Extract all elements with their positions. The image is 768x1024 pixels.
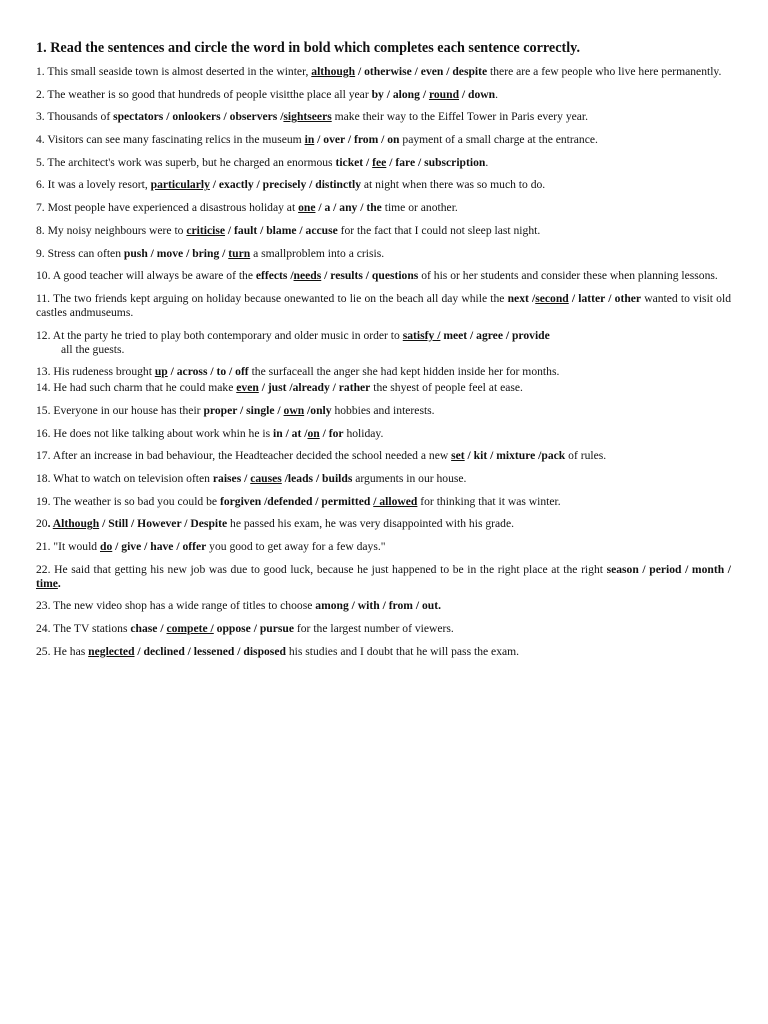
- word-options: meet / agree / provide: [440, 328, 550, 342]
- underlined-option: needs: [293, 269, 322, 283]
- sentence-item: [36, 563, 731, 591]
- word-options: / Still / However / Despite: [99, 517, 228, 531]
- sentence-text: .: [485, 155, 489, 169]
- underlined-option: on: [307, 426, 320, 440]
- word-options: .: [47, 517, 53, 531]
- sentence-item: [36, 472, 731, 486]
- sentence-text: time or another.: [381, 201, 458, 215]
- underlined-option: / allowed: [373, 494, 418, 508]
- sentence-text: 5. The architect's work was superb, but he charged an enormous: [36, 155, 336, 169]
- word-options: forgiven /defended / permitted: [219, 494, 374, 508]
- underlined-option: second: [535, 291, 569, 305]
- word-options: effects /: [255, 269, 294, 283]
- word-options: / kit / mixture /pack: [464, 449, 566, 463]
- sentence-text: 15. Everyone in our house has their: [36, 403, 204, 417]
- sentence-text: 19. The weather is so bad you could be: [36, 494, 220, 508]
- word-options: chase /: [130, 622, 167, 636]
- sentence-item: [36, 110, 731, 124]
- sentence-text: 1. This small seaside town is almost deserted in the winter,: [36, 65, 312, 78]
- word-options: / over / from / on: [314, 133, 400, 147]
- sentence-item: [36, 381, 731, 395]
- word-options: .: [57, 576, 61, 590]
- underlined-option: although: [311, 65, 356, 78]
- word-options: / fault / blame / accuse: [225, 223, 338, 237]
- sentence-item: [36, 65, 731, 79]
- word-options: / just /already / rather: [258, 381, 371, 395]
- underlined-option: set: [451, 449, 465, 463]
- word-options: / exactly / precisely / distinctly: [209, 178, 362, 192]
- sentence-item: [36, 517, 731, 531]
- underlined-option: particularly: [150, 178, 210, 192]
- sentence-text: .: [495, 87, 499, 101]
- sentence-text: 13. His rudeness brought: [36, 365, 155, 379]
- sentence-text: 10. A good teacher will always be aware of the: [36, 269, 256, 283]
- word-options: spectators / onlookers / observers /: [113, 110, 284, 124]
- sentence-text: a smallproblem into a crisis.: [250, 246, 385, 260]
- sentence-item: [36, 495, 731, 509]
- underlined-option: round: [428, 87, 460, 101]
- word-options: / otherwise / even / despite: [355, 65, 488, 78]
- underlined-option: in: [304, 133, 315, 147]
- underlined-option: fee: [372, 155, 387, 169]
- word-options: / results / questions: [321, 269, 419, 283]
- sentence-item: [36, 156, 731, 170]
- sentence-text: there are a few people who live here permanently.: [487, 65, 722, 78]
- sentence-item: [36, 329, 731, 357]
- word-options: push / move / bring /: [123, 246, 229, 260]
- underlined-option: criticise: [186, 223, 226, 237]
- word-options: / give / have / offer: [112, 540, 207, 554]
- word-options: / down: [459, 87, 496, 101]
- exercise-title: 1. Read the sentences and circle the word in bold which completes each sentence correctly.: [36, 40, 581, 56]
- sentence-text: make their way to the Eiffel Tower in Paris every year.: [331, 110, 589, 124]
- sentence-text: of his or her students and consider these when planning lessons.: [418, 269, 718, 283]
- sentence-text: the shyest of people feel at ease.: [370, 381, 523, 395]
- sentence-text: 8. My noisy neighbours were to: [36, 223, 187, 237]
- sentence-item: [36, 404, 731, 418]
- sentence-item: [36, 365, 731, 379]
- word-options: proper / single /: [203, 403, 284, 417]
- word-options: oppose / pursue: [213, 622, 294, 636]
- sentence-item: [36, 599, 731, 613]
- underlined-option: satisfy /: [402, 328, 441, 342]
- sentence-continuation: all the guests.: [61, 342, 125, 356]
- word-options: / declined / lessened / disposed: [134, 644, 286, 658]
- worksheet-page: [36, 38, 731, 668]
- sentence-text: 2. The weather is so good that hundreds of people visitthe place all year: [36, 87, 372, 101]
- sentence-item: [36, 540, 731, 554]
- sentence-text: you good to get away for a few days.": [206, 540, 386, 554]
- sentence-item: [36, 645, 731, 659]
- sentence-text: 11. The two friends kept arguing on holiday because onewanted to lie on the beach all day while the: [36, 291, 508, 305]
- underlined-option: sightseers: [283, 110, 332, 124]
- sentence-text: hobbies and interests.: [331, 403, 435, 417]
- word-options: in / at /: [273, 426, 308, 440]
- underlined-option: causes: [250, 472, 282, 485]
- sentence-text: 12. At the party he tried to play both contemporary and older music in order to: [36, 328, 403, 342]
- underlined-option: one: [298, 201, 316, 215]
- sentence-text: wanted to visit old castles andmuseums.: [36, 291, 731, 319]
- word-options: by / along /: [371, 87, 429, 101]
- word-options: among / with / from / out.: [315, 599, 441, 613]
- word-options: / latter / other: [568, 291, 642, 305]
- underlined-option: do: [100, 540, 113, 554]
- sentence-text: 20: [36, 517, 48, 531]
- sentence-item: [36, 88, 731, 102]
- word-options: /only: [304, 403, 332, 417]
- underlined-option: even: [236, 381, 259, 395]
- sentence-text: for the largest number of viewers.: [294, 622, 454, 636]
- sentence-item: [36, 224, 731, 238]
- sentence-text: 18. What to watch on television often: [36, 472, 213, 485]
- sentence-item: [36, 427, 731, 441]
- sentence-text: the surfaceall the anger she had kept hidden inside her for months.: [248, 365, 560, 379]
- sentence-text: 16. He does not like talking about work whin he is: [36, 426, 273, 440]
- sentence-text: holiday.: [343, 426, 384, 440]
- underlined-option: neglected: [88, 644, 135, 658]
- sentence-text: 3. Thousands of: [36, 110, 114, 124]
- sentence-text: 9. Stress can often: [36, 246, 124, 260]
- sentence-text: of rules.: [565, 449, 607, 463]
- word-options: season / period / month /: [606, 562, 731, 576]
- sentence-item: [36, 178, 731, 192]
- sentence-list: [36, 65, 731, 659]
- word-options: / a / any / the: [315, 201, 382, 215]
- sentence-text: 4. Visitors can see many fascinating relics in the museum: [36, 133, 305, 147]
- sentence-text: 23. The new video shop has a wide range of titles to choose: [36, 599, 316, 613]
- underlined-option: Although: [52, 517, 100, 531]
- underlined-option: time: [36, 576, 58, 590]
- underlined-option: turn: [228, 246, 251, 260]
- sentence-text: 24. The TV stations: [36, 622, 131, 636]
- sentence-text: 17. After an increase in bad behaviour, the Headteacher decided the school needed a new: [36, 449, 452, 463]
- sentence-text: 6. It was a lovely resort,: [36, 178, 151, 192]
- sentence-item: [36, 292, 731, 320]
- word-options: ticket /: [335, 155, 373, 169]
- word-options: next /: [507, 291, 536, 305]
- sentence-text: 21. "It would: [36, 540, 100, 554]
- sentence-item: [36, 247, 731, 261]
- sentence-text: 25. He has: [36, 644, 89, 658]
- sentence-text: 14. He had such charm that he could make: [36, 381, 237, 395]
- sentence-item: [36, 133, 731, 147]
- sentence-item: [36, 269, 731, 283]
- sentence-text: 22. He said that getting his new job was due to good luck, because he just happened to be in the right place at the right: [36, 562, 607, 576]
- word-options: raises /: [212, 472, 251, 485]
- sentence-text: 7. Most people have experienced a disastrous holiday at: [36, 201, 299, 215]
- sentence-text: for the fact that I could not sleep last night.: [337, 223, 541, 237]
- underlined-option: up: [154, 365, 168, 379]
- sentence-item: [36, 449, 731, 463]
- sentence-text: he passed his exam, he was very disappointed with his grade.: [227, 517, 515, 531]
- sentence-text: his studies and I doubt that he will pass the exam.: [285, 644, 520, 658]
- sentence-text: for thinking that it was winter.: [417, 494, 561, 508]
- underlined-option: own: [283, 403, 305, 417]
- sentence-item: [36, 201, 731, 215]
- sentence-text: payment of a small charge at the entrance.: [399, 133, 598, 147]
- word-options: / for: [319, 426, 344, 440]
- sentence-text: arguments in our house.: [352, 472, 467, 485]
- sentence-item: [36, 622, 731, 636]
- word-options: /leads / builds: [281, 472, 353, 485]
- word-options: / fare / subscription: [386, 155, 486, 169]
- word-options: / across / to / off: [167, 365, 249, 379]
- underlined-option: compete /: [166, 622, 214, 636]
- sentence-text: at night when there was so much to do.: [361, 178, 546, 192]
